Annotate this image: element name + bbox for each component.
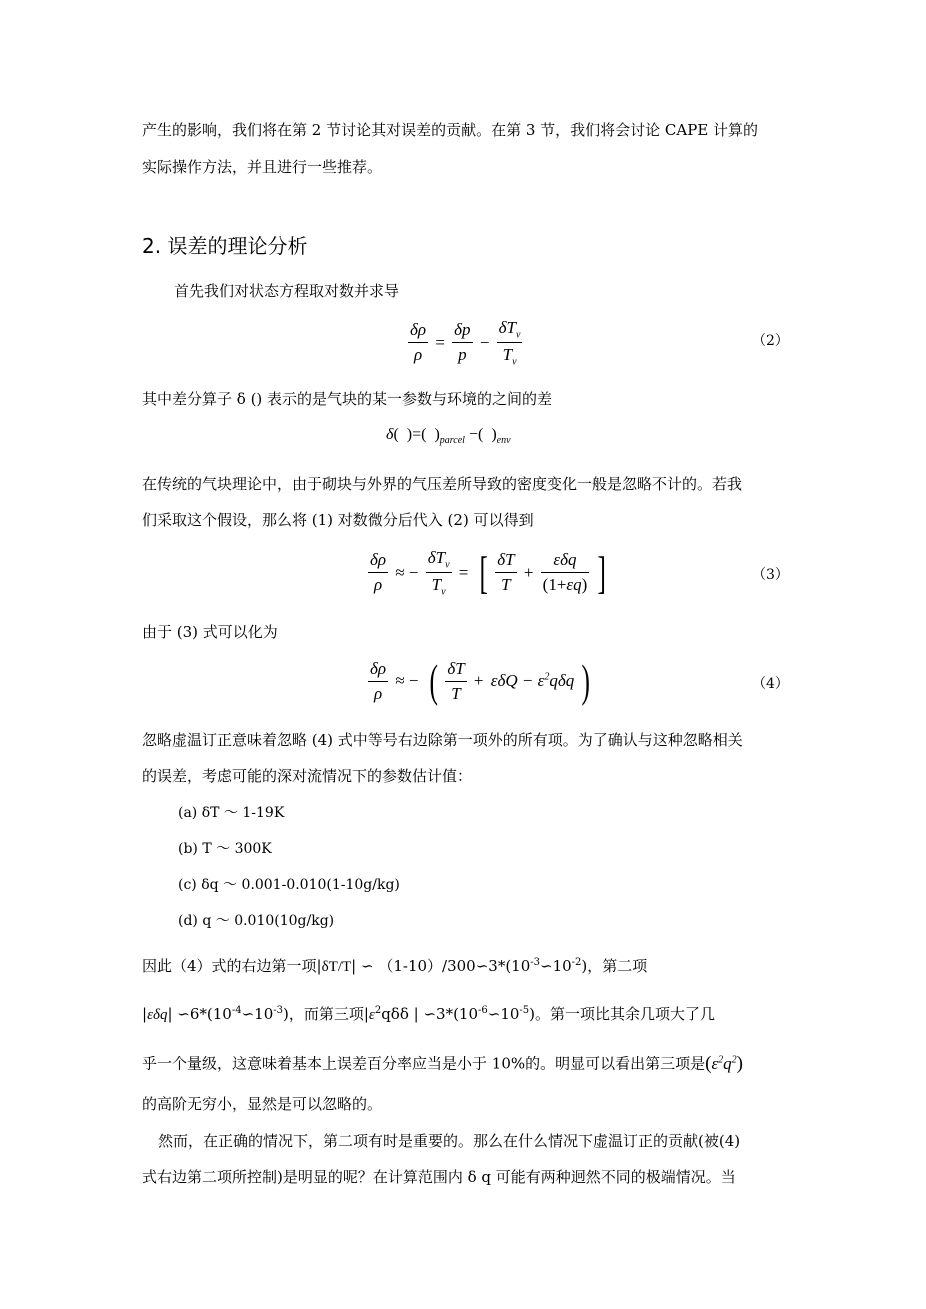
text-segment: 因此（4）式的右边第一项| (142, 957, 322, 975)
exponent: -4 (231, 1005, 242, 1016)
paragraph-line: 在传统的气块理论中，由于砌块与外界的气压差所导致的密度变化一般是忽略不计的。若我 (142, 475, 743, 493)
paragraph-line: 的高阶无穷小，显然是可以忽略的。 (142, 1095, 383, 1113)
paragraph-line: 首先我们对状态方程取对数并求导 (174, 282, 400, 300)
paragraph-line: 产生的影响，我们将在第 2 节讨论其对误差的贡献。在第 3 节，我们将会讨论 CAPE 计算的 (142, 121, 759, 139)
paragraph-line: 们采取这个假设，那么将 (1) 对数微分后代入 (2) 可以得到 (142, 511, 534, 529)
equation-number: （4） (752, 676, 789, 692)
text-segment: qδδ | ∽3*(10 (381, 1005, 479, 1023)
text-segment: ∽10 (540, 957, 572, 975)
text-segment: ∽10 (487, 1005, 520, 1023)
list-item: (b) T ～ 300K (178, 841, 272, 857)
list-item: (c) δq ～ 0.001-0.010(1-10g/kg) (178, 877, 400, 893)
paragraph-line: 忽略虚温订正意味着忽略 (4) 式中等号右边除第一项外的所有项。为了确认与这种忽略相关 (142, 731, 743, 749)
equation-number: （3） (752, 567, 789, 583)
exponent: -2 (571, 957, 582, 968)
text-segment: | ∽ （1-10）/300∽3*(10 (351, 957, 531, 975)
text-segment: )，第二项 (581, 957, 648, 975)
text-segment: 乎一个量级，这意味着基本上误差百分率应当是小于 10%的。明显可以看出第三项是 (142, 1054, 706, 1073)
exponent: -3 (273, 1005, 283, 1016)
math-segment: εδq (147, 1007, 168, 1023)
list-item: (a) δT ～ 1-19K (178, 805, 285, 821)
equation-3: $\frac{\delta\rho}{\rho}$ ≈ − $\frac{\delta T_v}{T_v}$ = [ $\frac{\delta T}{T}$ + $\frac{\text{εδq}}{(1+\varepsilon q)}$ ] (370, 546, 606, 598)
paragraph-line (142, 953, 647, 977)
paragraph-line: 实际操作方法，并且进行一些推荐。 (142, 158, 383, 176)
exponent: -5 (519, 1005, 530, 1016)
paragraph-line: 然而，在正确的情况下，第二项有时是重要的。那么在什么情况下虚温订正的贡献(被(4) (158, 1132, 741, 1150)
equation-4: $\frac{\delta\rho}{\rho}$ ≈ − ( $\frac{\delta T}{T}$ + $\varepsilon\delta Q - \varepsilon^2q\delta q$ ) (370, 655, 591, 706)
section-heading: 2. 误差的理论分析 (142, 234, 308, 258)
paragraph-line (142, 1001, 715, 1025)
paragraph-line: 式右边第二项所控制)是明显的呢？在计算范围内 δ q 可能有两种迥然不同的极端情况。当 (142, 1168, 736, 1186)
exponent: -3 (530, 957, 541, 968)
text-segment: | ∽6*(10 (167, 1005, 232, 1023)
math-segment: δT/T (321, 959, 352, 975)
equation-number: （2） (752, 333, 789, 349)
paragraph-line (142, 1050, 743, 1074)
paragraph-line: 由于 (3) 式可以化为 (142, 623, 278, 641)
text-segment: ∽10 (241, 1005, 274, 1023)
exponent: -6 (478, 1005, 488, 1016)
list-item: (d) q ～ 0.010(10g/kg) (178, 913, 335, 929)
exponent: 2 (374, 1005, 382, 1016)
math-segment: ε (368, 1007, 375, 1023)
equation-2: $\frac{\delta\rho}{\rho}$ = $\frac{\delta p}{p}$ − $\frac{\delta T_v}{T_v}$ (410, 318, 521, 368)
math-segment: $(\varepsilon^2q^2)$ (705, 1052, 743, 1074)
text-segment: )，而第三项| (282, 1005, 369, 1023)
text-segment: )。第一项比其余几项大了几 (529, 1005, 716, 1023)
difference-operator-equation: δ( )=( )$_{parcel}$ −( )$_{env}$ (386, 426, 511, 447)
text-segment: | (142, 1005, 148, 1023)
paragraph-line: 其中差分算子 δ () 表示的是气块的某一参数与环境的之间的差 (142, 390, 553, 408)
paragraph-line: 的误差，考虑可能的深对流情况下的参数估计值： (142, 767, 473, 785)
